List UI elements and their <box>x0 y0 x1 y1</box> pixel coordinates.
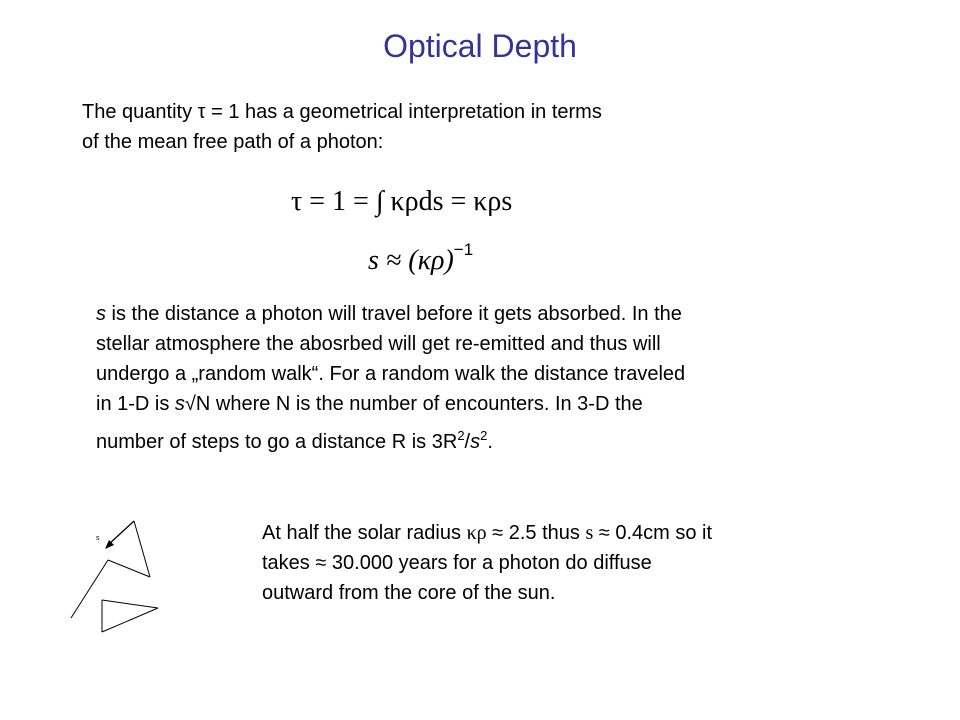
var-s: s <box>174 393 185 415</box>
conclusion-line-1 <box>262 518 902 548</box>
body-line-4-text-b: √N where N is the number of encounters. In 3-D the <box>184 393 643 415</box>
conclusion-text-c: ≈ 0.4cm so it <box>593 522 713 544</box>
conclusion-line-2: takes ≈ 30.000 years for a photon do diffuse <box>262 552 652 574</box>
body-line-4 <box>96 389 896 419</box>
conclusion-line-3: outward from the core of the sun. <box>262 582 556 604</box>
walk-segment <box>102 600 158 608</box>
walk-segment <box>102 608 158 632</box>
body-line-1-text: is the distance a photon will travel before it gets absorbed. In the <box>106 303 682 325</box>
intro-paragraph <box>82 97 802 157</box>
walk-segment <box>108 560 150 577</box>
body-line-4-text-a: in 1-D is <box>96 393 175 415</box>
exponent: 2 <box>457 428 465 443</box>
mean-free-path-equation <box>368 240 473 277</box>
exponent: 2 <box>480 428 488 443</box>
intro-line-2: of the mean free path of a photon: <box>82 131 384 153</box>
var-s: s <box>470 431 481 453</box>
walk-segment <box>134 521 150 577</box>
body-line-2: stellar atmosphere the abosrbed will get re-emitted and thus will <box>96 333 661 355</box>
var-s: s <box>585 522 594 544</box>
page-title: Optical Depth <box>383 28 577 64</box>
conclusion-text-a: At half the solar radius <box>262 522 467 544</box>
body-line-5-text: number of steps to go a distance R is 3R <box>96 431 458 453</box>
slash: / <box>464 431 471 453</box>
random-walk-paragraph <box>96 299 896 457</box>
mfp-equation-base: s ≈ (κρ) <box>368 245 454 276</box>
arrow-segment <box>108 521 134 545</box>
kappa-rho-symbol: κρ <box>466 522 487 544</box>
random-walk-diagram <box>60 520 170 640</box>
intro-line-1: The quantity τ = 1 has a geometrical interpretation in terms <box>82 101 602 123</box>
diagram-label-s: s <box>96 535 100 542</box>
var-s: s <box>96 303 106 325</box>
optical-depth-equation: τ = 1 = ∫ κρds = κρs <box>291 186 513 217</box>
body-line-5 <box>96 427 896 457</box>
conclusion-paragraph <box>262 518 902 608</box>
period: . <box>487 431 493 453</box>
mfp-equation-exponent: −1 <box>453 240 474 259</box>
conclusion-text-b: ≈ 2.5 thus <box>486 522 586 544</box>
body-line-3: undergo a „random walk“. For a random walk the distance traveled <box>96 363 686 385</box>
body-line-1 <box>96 299 896 329</box>
